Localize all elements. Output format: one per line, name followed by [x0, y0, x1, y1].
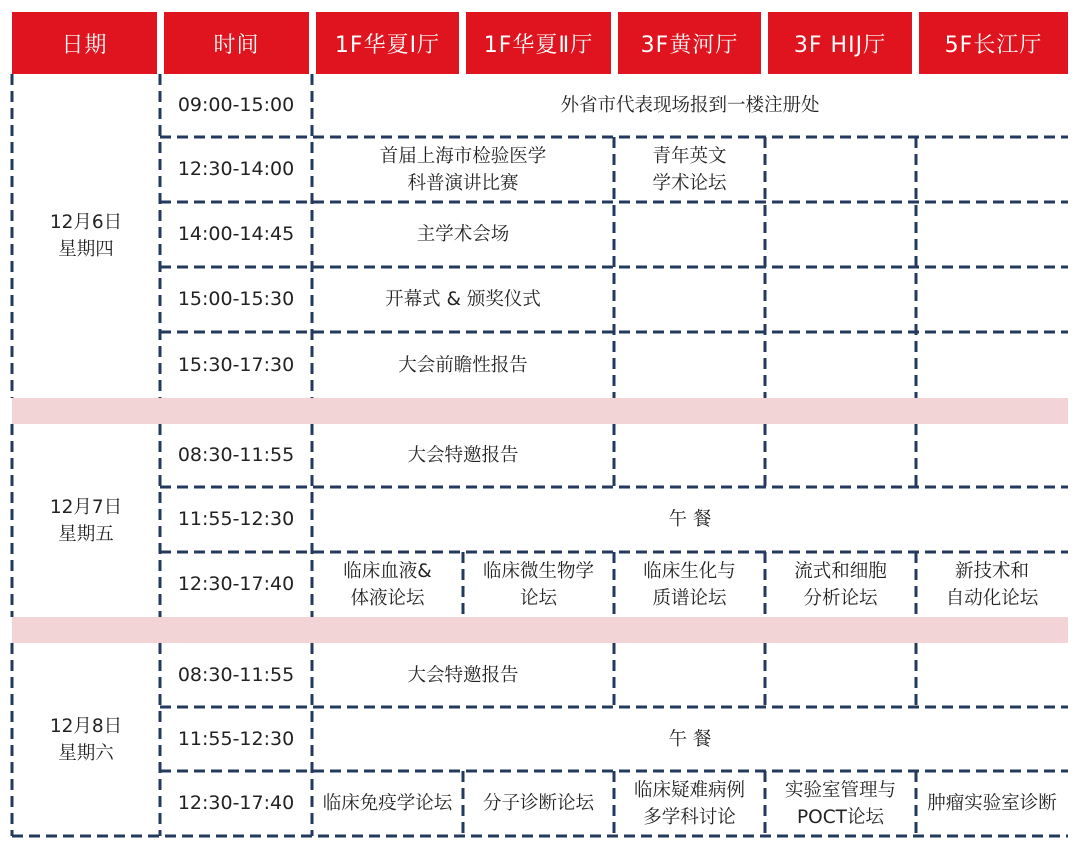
- event-line: 青年英文: [652, 145, 727, 167]
- time-cell: 11:55-12:30: [177, 508, 295, 530]
- event-cell: 开幕式 & 颁奖仪式: [385, 289, 541, 310]
- date-cell-day2: [12, 424, 160, 617]
- event-line: 临床血液&: [343, 560, 432, 582]
- event-line: POCT论坛: [797, 806, 884, 828]
- event-cell: 外省市代表现场报到一楼注册处: [560, 95, 820, 116]
- event-cell: [463, 552, 614, 617]
- time-cell: 12:30-17:40: [177, 573, 295, 595]
- date-label: 12月7日: [49, 496, 123, 518]
- header-room-4: 3F HIJ厅: [768, 12, 912, 74]
- event-cell: 主学术会场: [416, 224, 510, 245]
- event-line: 多学科讨论: [643, 806, 736, 828]
- event-line: 流式和细胞: [794, 560, 887, 582]
- event-cell: 午 餐: [668, 509, 712, 530]
- event-cell: [765, 552, 916, 617]
- event-cell: 午 餐: [668, 728, 712, 750]
- event-cell: 大会特邀报告: [407, 664, 519, 686]
- event-line: 临床微生物学: [482, 560, 594, 582]
- event-cell: [614, 137, 765, 202]
- date-label: 12月8日: [49, 715, 123, 737]
- header-room-3: 3F黄河厅: [618, 12, 761, 74]
- header-date: 日期: [12, 12, 157, 74]
- event-line: 临床疑难病例: [633, 779, 745, 801]
- event-cell: [312, 552, 463, 617]
- event-line: 实验室管理与: [784, 779, 896, 801]
- time-cell: 14:00-14:45: [177, 223, 295, 245]
- event-line: 学术论坛: [652, 172, 727, 194]
- time-cell: 15:30-17:30: [177, 353, 295, 376]
- event-cell: [916, 552, 1068, 617]
- event-line: 首届上海市检验医学: [379, 145, 547, 167]
- event-cell: 临床免疫学论坛: [322, 793, 453, 814]
- event-cell: 大会特邀报告: [407, 445, 519, 466]
- time-cell: 09:00-15:00: [177, 94, 295, 116]
- time-cell: 12:30-14:00: [177, 158, 295, 180]
- weekday-label: 星期四: [58, 239, 114, 260]
- date-cell-day3: [12, 643, 160, 836]
- event-line: 论坛: [519, 587, 557, 609]
- weekday-label: 星期六: [58, 742, 114, 764]
- time-cell: 15:00-15:30: [177, 288, 295, 310]
- event-line: 分析论坛: [803, 587, 878, 609]
- time-cell: 08:30-11:55: [177, 444, 295, 466]
- event-cell: [614, 771, 765, 836]
- event-cell: [312, 137, 614, 202]
- event-line: 临床生化与: [643, 560, 736, 582]
- date-cell-day1: [12, 74, 160, 398]
- header-room-2: 1F华夏Ⅱ厅: [466, 12, 611, 74]
- header-room-1: 1F华夏Ⅰ厅: [316, 12, 459, 74]
- event-cell: 大会前瞻性报告: [398, 354, 528, 376]
- time-cell: 11:55-12:30: [177, 727, 295, 750]
- event-line: 科普演讲比赛: [407, 172, 519, 194]
- time-cell: 12:30-17:40: [177, 792, 295, 814]
- event-line: 体液论坛: [350, 587, 425, 609]
- event-line: 新技术和: [954, 560, 1029, 582]
- event-cell: [765, 771, 916, 836]
- weekday-label: 星期五: [58, 523, 114, 545]
- event-cell: 分子诊断论坛: [482, 793, 594, 814]
- event-line: 质谱论坛: [652, 587, 727, 609]
- event-cell: [614, 552, 765, 617]
- date-label: 12月6日: [49, 212, 123, 233]
- header-room-5: 5F长江厅: [919, 12, 1068, 74]
- event-cell: 肿瘤实验室诊断: [927, 793, 1057, 814]
- header-time: 时间: [164, 12, 309, 74]
- event-line: 自动化论坛: [945, 587, 1039, 609]
- time-cell: 08:30-11:55: [177, 663, 295, 686]
